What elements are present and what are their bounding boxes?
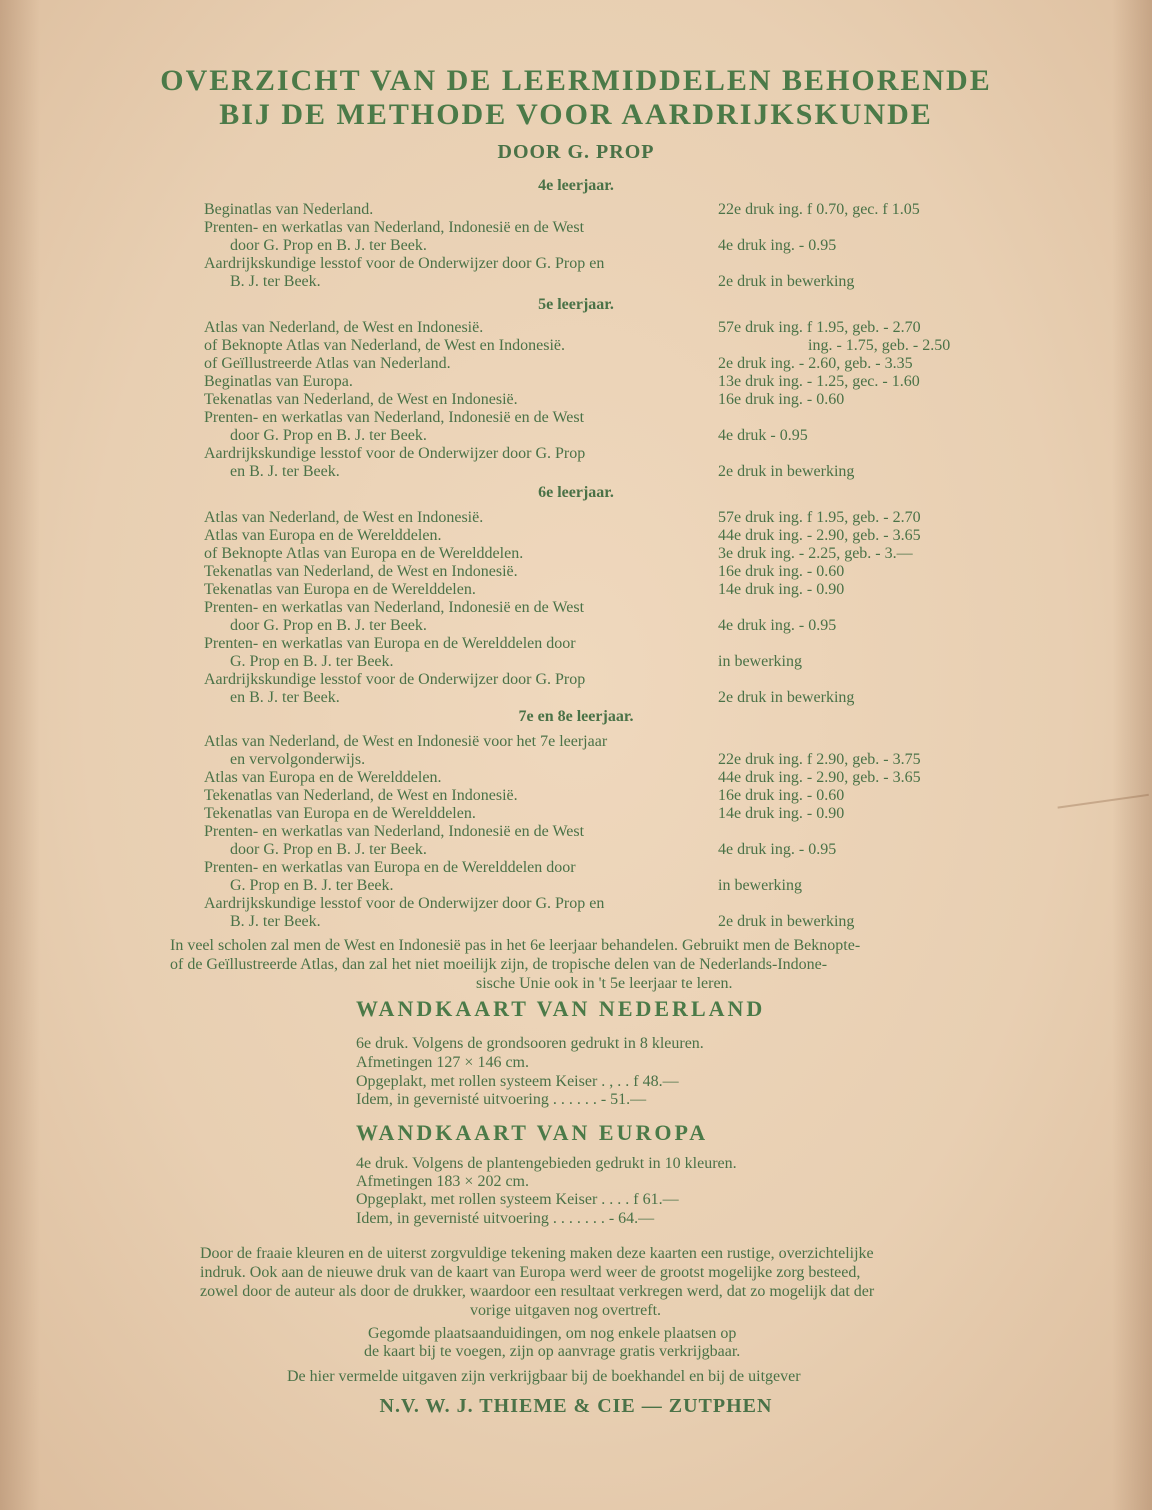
table-row (0, 580, 1152, 599)
item-desc: Beginatlas van Europa. (204, 373, 353, 390)
item-desc: Tekenatlas van Nederland, de West en Indonesië. (204, 563, 518, 580)
table-row (0, 508, 1152, 527)
item-price: 13e druk ing. - 1.25, gec. - 1.60 (718, 373, 920, 390)
wandkaart-nl-title: WANDKAART VAN NEDERLAND (356, 996, 766, 1021)
item-desc: door G. Prop en B. J. ter Beek. (230, 237, 427, 254)
table-row (0, 804, 1152, 823)
item-price: 57e druk ing. f 1.95, geb. - 2.70 (718, 509, 921, 526)
item-price: 14e druk ing. - 0.90 (718, 805, 845, 822)
table-row (0, 822, 1152, 841)
item-desc: Tekenatlas van Nederland, de West en Indonesië. (204, 391, 518, 408)
table-row (0, 462, 1152, 481)
wandkaart-nl-line-2: Afmetingen 127 × 146 cm. (356, 1054, 529, 1071)
item-desc: Atlas van Europa en de Werelddelen. (204, 769, 442, 786)
title-line-1: OVERZICHT VAN DE LEERMIDDELEN BEHORENDE (160, 64, 992, 97)
item-desc: en vervolgonderwijs. (230, 751, 366, 768)
section-heading-5e: 5e leerjaar. (538, 296, 614, 313)
table-row (0, 876, 1152, 895)
table-row (0, 318, 1152, 337)
item-price: in bewerking (718, 653, 802, 670)
item-desc: Tekenatlas van Nederland, de West en Indonesië. (204, 787, 518, 804)
note-line-3: sische Unie ook in 't 5e leerjaar te leren. (476, 975, 733, 992)
item-price: ing. - 1.75, geb. - 2.50 (808, 337, 951, 354)
item-desc: Aardrijkskundige lesstof voor de Onderwijzer door G. Prop (204, 671, 586, 688)
table-row (0, 732, 1152, 751)
note-line-1: In veel scholen zal men de West en Indonesië pas in het 6e leerjaar behandelen. Gebruikt men de Beknopte- (170, 937, 861, 954)
wandkaart-eu-title: WANDKAART VAN EUROPA (356, 1120, 709, 1145)
closing-line-2: indruk. Ook aan de nieuwe druk van de kaart van Europa werd weer de grootst mogelijke zorg besteed, (200, 1264, 861, 1281)
table-row (0, 616, 1152, 635)
item-price: 4e druk ing. - 0.95 (718, 841, 837, 858)
item-price: 4e druk - 0.95 (718, 427, 808, 444)
table-row (0, 912, 1152, 931)
table-row (0, 786, 1152, 805)
item-price: 4e druk ing. - 0.95 (718, 237, 837, 254)
wandkaart-nl-line-1: 6e druk. Volgens de grondsooren gedrukt in 8 kleuren. (356, 1035, 704, 1052)
gegomde-line-1: Gegomde plaatsaanduidingen, om nog enkele plaatsen op (368, 1325, 737, 1342)
item-price: 44e druk ing. - 2.90, geb. - 3.65 (718, 527, 921, 544)
closing-line-4: vorige uitgaven nog overtreft. (470, 1302, 662, 1319)
item-desc: of Beknopte Atlas van Europa en de Werelddelen. (204, 545, 524, 562)
table-row (0, 894, 1152, 913)
table-row (0, 526, 1152, 545)
table-row (0, 652, 1152, 671)
item-desc: G. Prop en B. J. ter Beek. (230, 653, 394, 670)
item-price: in bewerking (718, 877, 802, 894)
wandkaart-nl-line-3: Opgeplakt, met rollen systeem Keiser . , . . f 48.— (356, 1073, 679, 1090)
item-desc: Tekenatlas van Europa en de Werelddelen. (204, 581, 476, 598)
item-desc: Prenten- en werkatlas van Nederland, Indonesië en de West (204, 409, 585, 426)
table-row (0, 354, 1152, 373)
note-line-2: of de Geïllustreerde Atlas, dan zal het niet moeilijk zijn, de tropische delen van de Nederlands-Indone- (170, 956, 828, 973)
item-desc: Atlas van Nederland, de West en Indonesië. (204, 509, 484, 526)
table-row (0, 336, 1152, 355)
item-desc: of Beknopte Atlas van Nederland, de West en Indonesië. (204, 337, 565, 354)
wandkaart-eu-line-3: Opgeplakt, met rollen systeem Keiser . . . . f 61.— (356, 1191, 679, 1208)
wandkaart-eu-line-1: 4e druk. Volgens de plantengebieden gedrukt in 10 kleuren. (356, 1155, 737, 1172)
item-price: 44e druk ing. - 2.90, geb. - 3.65 (718, 769, 921, 786)
section-heading-6e: 6e leerjaar. (538, 484, 614, 501)
table-row (0, 372, 1152, 391)
item-desc: Tekenatlas van Europa en de Werelddelen. (204, 805, 476, 822)
item-desc: B. J. ter Beek. (230, 913, 321, 930)
table-row (0, 218, 1152, 237)
closing-line-1: Door de fraaie kleuren en de uiterst zorgvuldige tekening maken deze kaarten een rustige, overzichtelijke (200, 1245, 874, 1262)
publisher-line: N.V. W. J. THIEME & CIE — ZUTPHEN (379, 1395, 773, 1417)
table-row (0, 768, 1152, 787)
item-desc: en B. J. ter Beek. (230, 689, 340, 706)
table-row (0, 840, 1152, 859)
item-desc: Atlas van Nederland, de West en Indonesië voor het 7e leerjaar (204, 733, 608, 750)
table-row (0, 272, 1152, 291)
item-price: 16e druk ing. - 0.60 (718, 563, 845, 580)
item-price: 2e druk in bewerking (718, 689, 855, 706)
item-desc: Atlas van Nederland, de West en Indonesië. (204, 319, 484, 336)
item-desc: Prenten- en werkatlas van Europa en de Werelddelen door (204, 859, 576, 876)
item-desc: Prenten- en werkatlas van Nederland, Indonesië en de West (204, 219, 585, 236)
item-desc: Prenten- en werkatlas van Nederland, Indonesië en de West (204, 599, 585, 616)
item-price: 14e druk ing. - 0.90 (718, 581, 845, 598)
table-row (0, 544, 1152, 563)
item-price: 2e druk in bewerking (718, 273, 855, 290)
item-desc: Aardrijkskundige lesstof voor de Onderwijzer door G. Prop (204, 445, 586, 462)
wandkaart-eu-line-4: Idem, in gevernisté uitvoering . . . . . . . - 64.— (356, 1210, 655, 1227)
item-price: 2e druk ing. - 2.60, geb. - 3.35 (718, 355, 913, 372)
closing-line-3: zowel door de auteur als door de drukker, waardoor een resultaat verkregen werd, dat zo mogelijk dat der (200, 1283, 875, 1300)
table-row (0, 390, 1152, 409)
item-desc: of Geïllustreerde Atlas van Nederland. (204, 355, 451, 372)
table-row (0, 236, 1152, 255)
item-desc: door G. Prop en B. J. ter Beek. (230, 841, 427, 858)
table-row (0, 408, 1152, 427)
item-price: 4e druk ing. - 0.95 (718, 617, 837, 634)
section-heading-4e: 4e leerjaar. (538, 177, 614, 194)
availability-line: De hier vermelde uitgaven zijn verkrijgbaar bij de boekhandel en bij de uitgever (287, 1368, 801, 1385)
item-desc: Beginatlas van Nederland. (204, 201, 374, 218)
item-desc: en B. J. ter Beek. (230, 463, 340, 480)
table-row (0, 688, 1152, 707)
item-desc: Aardrijkskundige lesstof voor de Onderwijzer door G. Prop en (204, 255, 605, 272)
item-price: 16e druk ing. - 0.60 (718, 391, 845, 408)
item-price: 2e druk in bewerking (718, 463, 855, 480)
item-desc: Aardrijkskundige lesstof voor de Onderwijzer door G. Prop en (204, 895, 605, 912)
wandkaart-eu-line-2: Afmetingen 183 × 202 cm. (356, 1173, 529, 1190)
gegomde-line-2: de kaart bij te voegen, zijn op aanvrage gratis verkrijgbaar. (364, 1343, 741, 1360)
item-desc: Prenten- en werkatlas van Nederland, Indonesië en de West (204, 823, 585, 840)
title-line-2: BIJ DE METHODE VOOR AARDRIJKSKUNDE (219, 98, 933, 131)
table-row (0, 634, 1152, 653)
item-desc: door G. Prop en B. J. ter Beek. (230, 427, 427, 444)
item-desc: B. J. ter Beek. (230, 273, 321, 290)
table-row (0, 200, 1152, 219)
item-desc: Prenten- en werkatlas van Europa en de Werelddelen door (204, 635, 576, 652)
table-row (0, 858, 1152, 877)
item-desc: door G. Prop en B. J. ter Beek. (230, 617, 427, 634)
table-row (0, 254, 1152, 273)
section-heading-7e-8e: 7e en 8e leerjaar. (518, 708, 634, 725)
item-price: 16e druk ing. - 0.60 (718, 787, 845, 804)
item-price: 57e druk ing. f 1.95, geb. - 2.70 (718, 319, 921, 336)
table-row (0, 426, 1152, 445)
table-row (0, 750, 1152, 769)
item-desc: Atlas van Europa en de Werelddelen. (204, 527, 442, 544)
wandkaart-nl-line-4: Idem, in gevernisté uitvoering . . . . . . - 51.— (356, 1091, 647, 1108)
item-price: 22e druk ing. f 0.70, gec. f 1.05 (718, 201, 920, 218)
table-row (0, 562, 1152, 581)
item-price: 2e druk in bewerking (718, 913, 855, 930)
item-price: 3e druk ing. - 2.25, geb. - 3.— (718, 545, 913, 562)
item-price: 22e druk ing. f 2.90, geb. - 3.75 (718, 751, 921, 768)
author-line: DOOR G. PROP (497, 141, 655, 163)
table-row (0, 598, 1152, 617)
item-desc: G. Prop en B. J. ter Beek. (230, 877, 394, 894)
table-row (0, 670, 1152, 689)
table-row (0, 444, 1152, 463)
